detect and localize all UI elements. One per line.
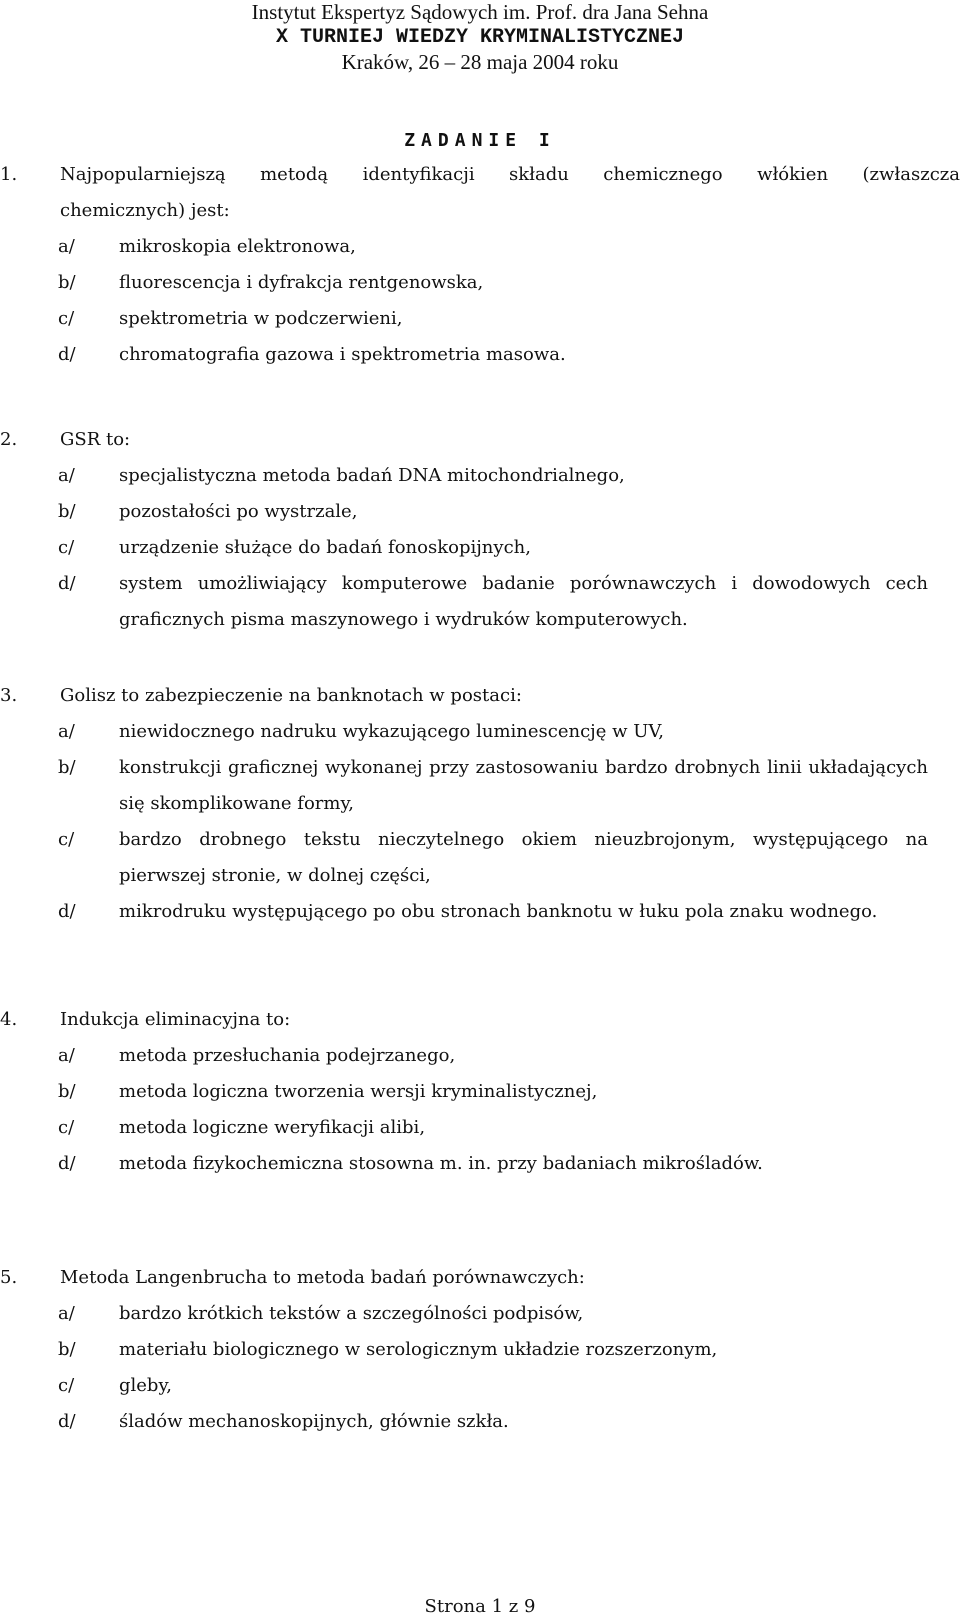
answer-option-d [0, 1146, 960, 1182]
answer-option-d [0, 337, 960, 373]
question-text: Golisz to zabezpieczenie na banknotach w postaci: [60, 685, 522, 706]
option-letter: b/ [58, 1081, 76, 1102]
answer-option-c [0, 301, 960, 337]
question-text: GSR to: [60, 429, 131, 450]
option-text: urządzenie służące do badań fonoskopijnych, [119, 537, 531, 558]
option-letter: c/ [58, 1375, 75, 1396]
option-text: metoda przesłuchania podejrzanego, [119, 1045, 456, 1066]
option-text: specjalistyczna metoda badań DNA mitochondrialnego, [119, 465, 625, 486]
question-text: Metoda Langenbrucha to metoda badań porównawczych: [60, 1267, 585, 1288]
answer-option-a [0, 714, 960, 750]
event-place-date: Kraków, 26 – 28 maja 2004 roku [341, 50, 619, 74]
question-number: 3. [0, 685, 18, 706]
option-letter: a/ [58, 1303, 75, 1324]
answer-option-c [0, 530, 960, 566]
answer-option-a [0, 458, 960, 494]
question-2 [0, 422, 960, 638]
answer-option-c [0, 822, 960, 894]
option-text: bardzo drobnego tekstu nieczytelnego okiem nieuzbrojonym, występującego na pierwszej stronie, w dolnej części, [119, 829, 928, 886]
option-text: konstrukcji graficznej wykonanej przy zastosowaniu bardzo drobnych linii układających się skomplikowane formy, [119, 757, 928, 814]
option-letter: c/ [58, 829, 75, 850]
option-text: metoda logiczne weryfikacji alibi, [119, 1117, 426, 1138]
question-3 [0, 678, 960, 930]
option-text: fluorescencja i dyfrakcja rentgenowska, [119, 272, 484, 293]
option-letter: d/ [58, 1411, 76, 1432]
question-text: Najpopularniejszą metodą identyfikacji składu chemicznego włókien (zwłaszcza [60, 164, 960, 185]
answer-option-b [0, 1074, 960, 1110]
event-title: X TURNIEJ WIEDZY KRYMINALISTYCZNEJ [275, 26, 685, 49]
answer-option-b [0, 1332, 960, 1368]
question-number: 4. [0, 1009, 18, 1030]
option-letter: c/ [58, 308, 75, 329]
option-letter: b/ [58, 272, 76, 293]
answer-option-b [0, 494, 960, 530]
option-text: mikroskopia elektronowa, [119, 236, 356, 257]
option-letter: c/ [58, 537, 75, 558]
question-4 [0, 1002, 960, 1182]
option-letter: b/ [58, 1339, 76, 1360]
question-text-continued: chemicznych) jest: [60, 200, 230, 221]
option-letter: d/ [58, 1153, 76, 1174]
question-1 [0, 157, 960, 373]
option-letter: a/ [58, 236, 75, 257]
option-text: metoda logiczna tworzenia wersji kryminalistycznej, [119, 1081, 598, 1102]
option-letter: b/ [58, 757, 76, 778]
task-title: ZADANIE I [404, 130, 556, 151]
option-text: system umożliwiający komputerowe badanie porównawczych i dowodowych cech graficznych pisma maszynowego i wydruków komputerowych. [119, 573, 928, 630]
option-letter: a/ [58, 465, 75, 486]
option-text: bardzo krótkich tekstów a szczególności podpisów, [119, 1303, 584, 1324]
answer-option-b [0, 750, 960, 822]
institute-name: Instytut Ekspertyz Sądowych im. Prof. dra Jana Sehna [251, 0, 709, 24]
answer-option-a [0, 1038, 960, 1074]
question-text: Indukcja eliminacyjna to: [60, 1009, 291, 1030]
option-text: chromatografia gazowa i spektrometria masowa. [119, 344, 566, 365]
option-letter: a/ [58, 1045, 75, 1066]
option-text: gleby, [119, 1375, 172, 1396]
option-text: śladów mechanoskopijnych, głównie szkła. [119, 1411, 509, 1432]
option-letter: b/ [58, 501, 76, 522]
option-letter: d/ [58, 901, 76, 922]
question-number: 1. [0, 164, 18, 185]
option-text: mikrodruku występującego po obu stronach banknotu w łuku pola znaku wodnego. [119, 901, 878, 922]
question-number: 5. [0, 1267, 18, 1288]
answer-option-d [0, 566, 960, 638]
answer-option-a [0, 1296, 960, 1332]
option-letter: d/ [58, 344, 76, 365]
answer-option-d [0, 894, 960, 930]
document-header [0, 0, 960, 75]
page-number: Strona 1 z 9 [424, 1596, 536, 1617]
question-number: 2. [0, 429, 18, 450]
question-5 [0, 1260, 960, 1440]
option-text: spektrometria w podczerwieni, [119, 308, 403, 329]
answer-option-a [0, 229, 960, 265]
option-text: pozostałości po wystrzale, [119, 501, 358, 522]
answer-option-d [0, 1404, 960, 1440]
option-letter: a/ [58, 721, 75, 742]
answer-option-c [0, 1110, 960, 1146]
option-letter: c/ [58, 1117, 75, 1138]
option-letter: d/ [58, 573, 76, 594]
answer-option-c [0, 1368, 960, 1404]
option-text: niewidocznego nadruku wykazującego luminescencję w UV, [119, 721, 664, 742]
answer-option-b [0, 265, 960, 301]
option-text: materiału biologicznego w serologicznym układzie rozszerzonym, [119, 1339, 718, 1360]
option-text: metoda fizykochemiczna stosowna m. in. przy badaniach mikrośladów. [119, 1153, 763, 1174]
